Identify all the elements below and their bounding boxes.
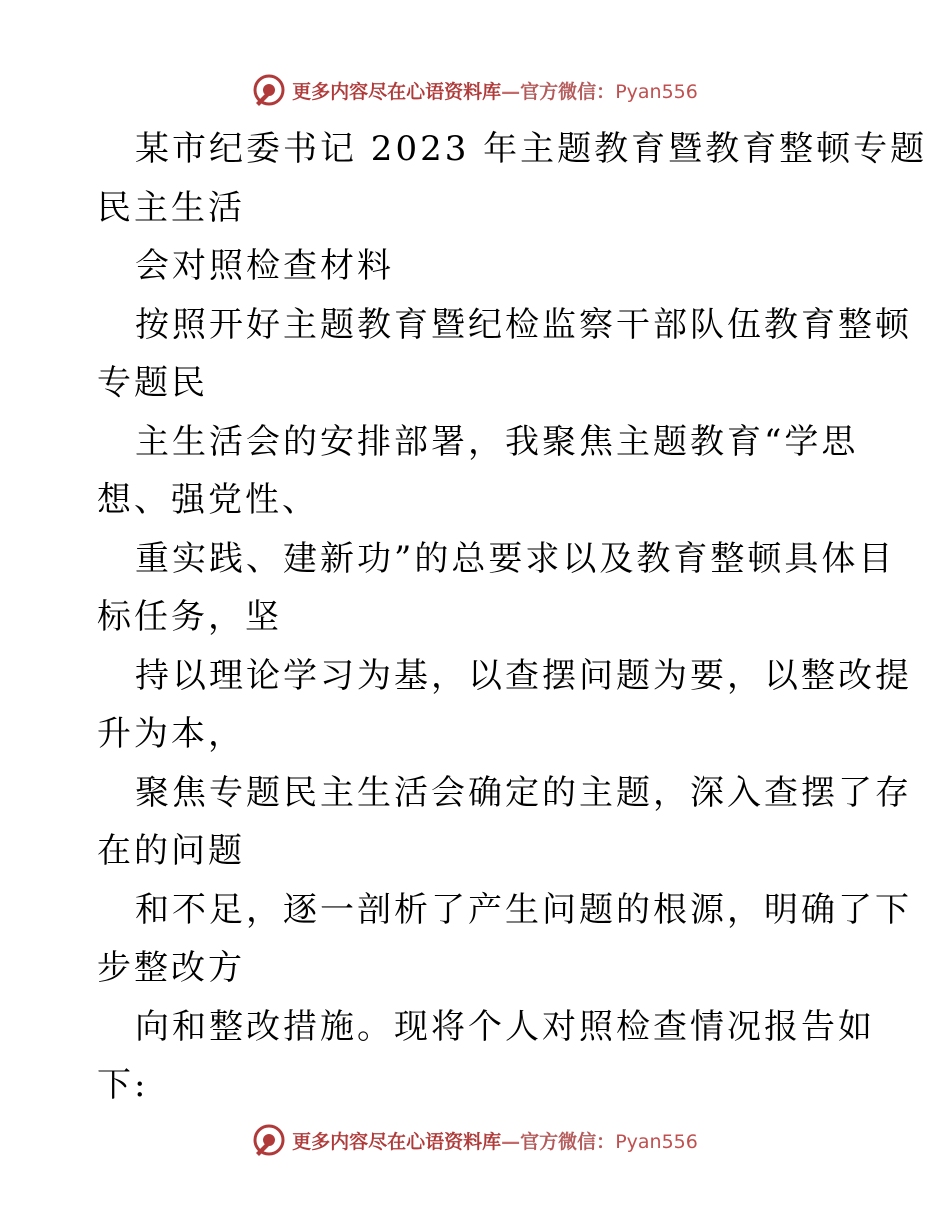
text-line: 想、强党性、 [97, 480, 319, 520]
text-line: 向和整改措施。现将个人对照检查情况报告如 [135, 1006, 875, 1047]
text-line: 和不足，逐一剖析了产生问题的根源，明确了下 [135, 889, 912, 930]
watermark-dash: — [501, 80, 521, 103]
text-line: 会对照检查材料 [135, 246, 394, 286]
text-line: 标任务，坚 [97, 597, 282, 637]
watermark-official: 官方微信： [520, 1130, 616, 1153]
text-line: 某市纪委书记 2023 年主题教育暨教育整顿专题 [135, 129, 928, 169]
text-line: 按照开好主题教育暨纪检监察干部队伍教育整顿 [135, 304, 912, 345]
text-line: 重实践、建新功”的总要求以及教育整顿具体目 [135, 538, 896, 579]
text-line: 民主生活 [97, 187, 245, 228]
watermark-text [292, 77, 698, 104]
watermark-id: Pyan556 [615, 80, 698, 103]
watermark-dash: — [501, 1130, 521, 1153]
document-body [97, 120, 928, 1115]
header-watermark [0, 70, 950, 110]
pen-logo-icon [252, 73, 286, 107]
watermark-brand: 更多内容尽在心语资料库 [292, 80, 502, 103]
text-line: 专题民 [97, 363, 208, 403]
text-line: 步整改方 [97, 948, 245, 988]
text-line: 持以理论学习为基，以查摆问题为要，以整改提 [135, 655, 912, 696]
pen-logo-icon [252, 1123, 286, 1157]
text-line: 下: [97, 1065, 149, 1105]
watermark-id: Pyan556 [615, 1130, 698, 1153]
footer-watermark [0, 1120, 950, 1160]
watermark-text [292, 1127, 698, 1154]
watermark-official: 官方微信： [520, 80, 616, 103]
text-line: 升为本， [97, 714, 245, 754]
watermark-brand: 更多内容尽在心语资料库 [292, 1130, 502, 1153]
text-line: 聚焦专题民主生活会确定的主题，深入查摆了存 [135, 772, 912, 813]
text-line: 主生活会的安排部署，我聚焦主题教育“学思 [135, 421, 859, 462]
text-line: 在的问题 [97, 831, 245, 871]
